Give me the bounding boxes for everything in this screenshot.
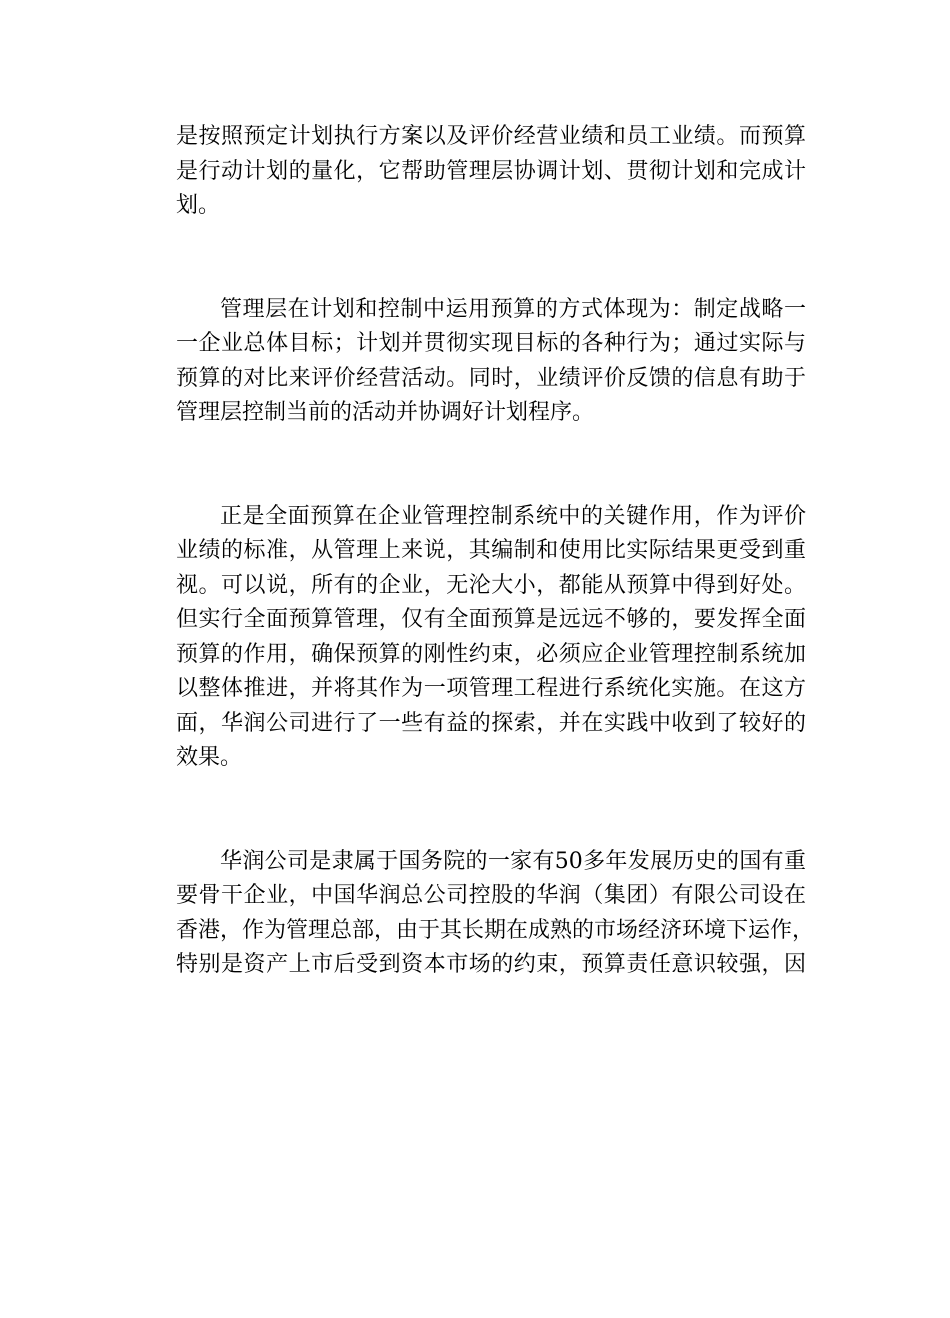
paragraph-line: 一企业总体目标；计划并贯彻实现目标的各种行为；通过实际与 xyxy=(176,331,806,356)
paragraph-2 xyxy=(176,293,806,431)
paragraph-line: 是按照预定计划执行方案以及评价经营业绩和员工业绩。而预算 xyxy=(176,124,806,149)
paragraph-line: 效果。 xyxy=(176,745,243,770)
paragraph-line: 管理层在计划和控制中运用预算的方式体现为：制定战略一 xyxy=(220,296,806,322)
paragraph-line: 是行动计划的量化，它帮助管理层协调计划、贯彻计划和完成计 xyxy=(176,158,806,184)
paragraph-line: 业绩的标准，从管理上来说，其编制和使用比实际结果更受到重 xyxy=(176,538,806,563)
paragraph-line: 要骨干企业，中国华润总公司控股的华润（集团）有限公司设在 xyxy=(176,883,806,908)
paragraph-line: 香港，作为管理总部，由于其长期在成熟的市场经济环境下运作， xyxy=(176,917,815,943)
paragraph-4 xyxy=(176,845,815,983)
paragraph-line: 以整体推进，并将其作为一项管理工程进行系统化实施。在这方 xyxy=(176,676,806,701)
paragraph-spacer xyxy=(176,431,806,500)
paragraph-1 xyxy=(176,120,806,224)
paragraph-line: 面，华润公司进行了一些有益的探索，并在实践中收到了较好的 xyxy=(176,710,806,736)
document-body xyxy=(176,120,815,983)
paragraph-line: 划。 xyxy=(176,193,221,218)
paragraph-line: 特别是资产上市后受到资本市场的约束，预算责任意识较强，因 xyxy=(176,952,806,977)
paragraph-line: 管理层控制当前的活动并协调好计划程序。 xyxy=(176,400,595,425)
paragraph-line: 视。可以说，所有的企业，无沦大小，都能从预算中得到好处。 xyxy=(176,572,806,598)
paragraph-line: 华润公司是隶属于国务院的一家有50多年发展历史的国有重 xyxy=(220,848,806,874)
paragraph-spacer xyxy=(176,776,806,845)
paragraph-line: 正是全面预算在企业管理控制系统中的关键作用，作为评价 xyxy=(220,503,806,529)
paragraph-line: 预算的作用，确保预算的刚性约束，必须应企业管理控制系统加 xyxy=(176,641,806,667)
paragraph-line: 预算的对比来评价经营活动。同时，业绩评价反馈的信息有助于 xyxy=(176,365,806,391)
paragraph-line: 但实行全面预算管理，仅有全面预算是远远不够的，要发挥全面 xyxy=(176,607,806,632)
paragraph-spacer xyxy=(176,224,806,293)
paragraph-3 xyxy=(176,500,806,776)
